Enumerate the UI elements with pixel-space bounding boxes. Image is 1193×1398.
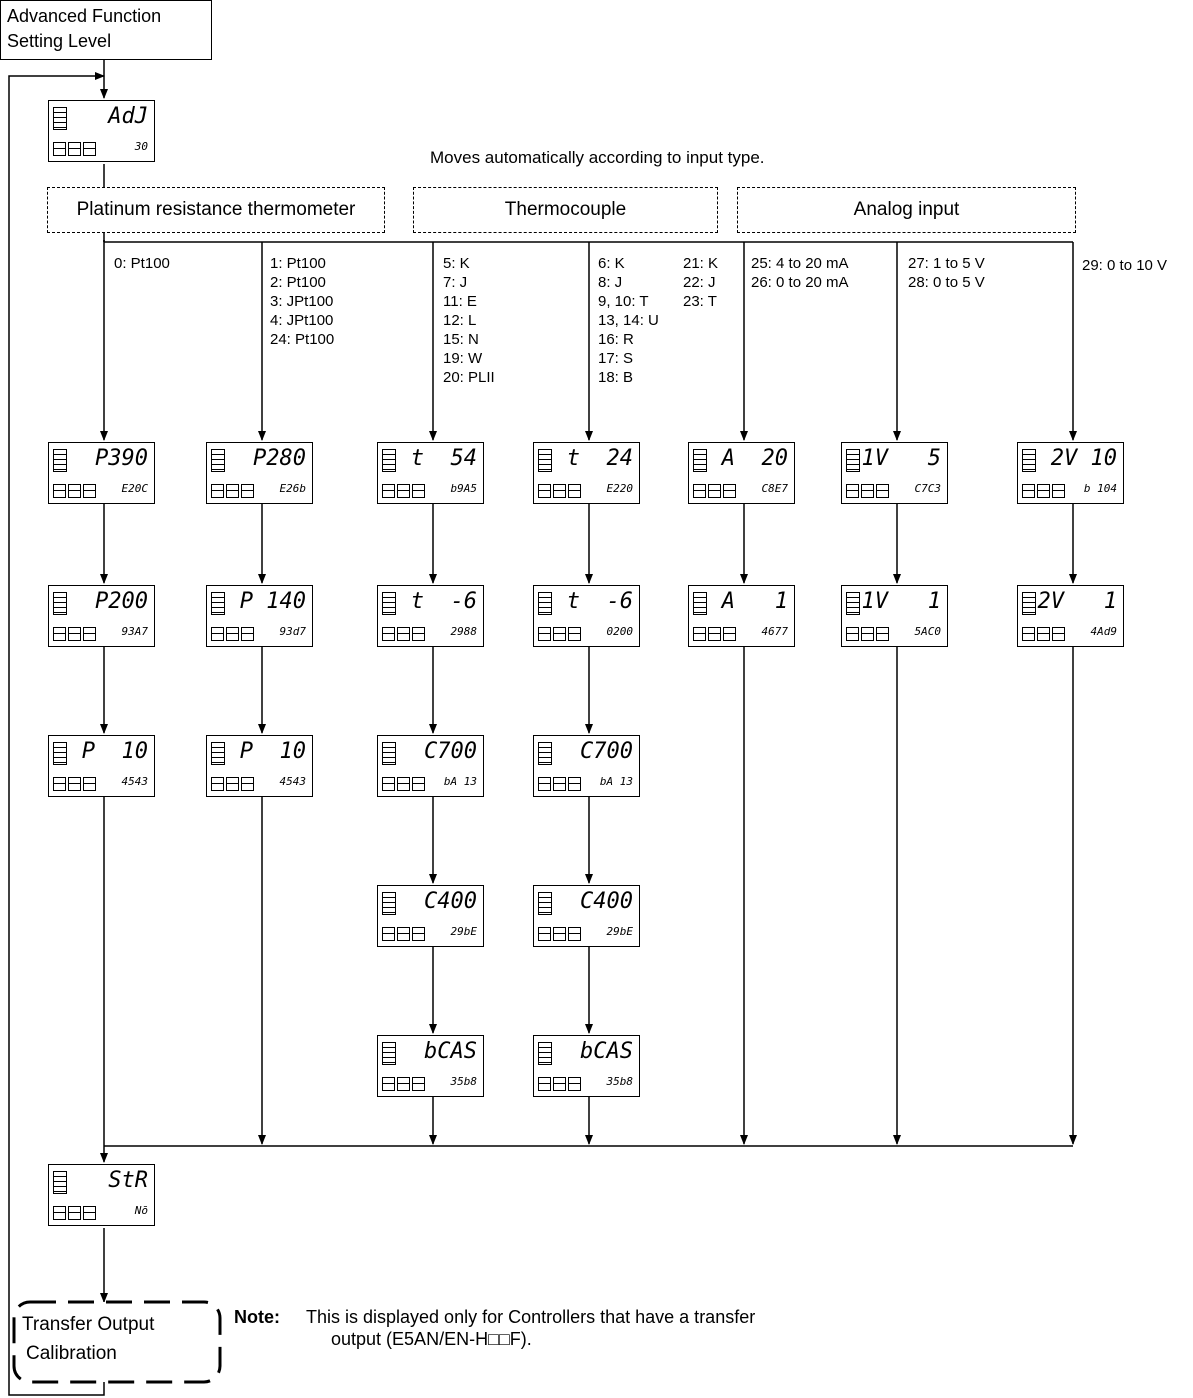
display-pv: StR: [108, 1168, 148, 1193]
display-sv: 5AC0: [914, 625, 941, 638]
display-c2-1: [206, 442, 313, 504]
display-c6-2: [841, 585, 948, 647]
indicator-icon: [382, 1042, 396, 1065]
display-c5-2: [688, 585, 795, 647]
display-sv: Nō: [134, 1204, 148, 1217]
key-icons: [538, 777, 584, 792]
display-c4-1: [533, 442, 640, 504]
input-types-col7: 29: 0 to 10 V: [1082, 257, 1168, 274]
indicator-icon: [538, 742, 552, 765]
indicator-icon: [211, 449, 225, 472]
display-sv: bA 13: [443, 775, 477, 788]
display-c3-3: [377, 735, 484, 797]
note-text: This is displayed only for Controllers that have a transfer output (E5AN/EN-H□□F).: [306, 1307, 756, 1349]
display-pv: P 140: [239, 589, 306, 614]
key-icons: [538, 627, 584, 642]
key-icons: [846, 627, 892, 642]
display-c1-1: [48, 442, 155, 504]
key-icons: [538, 1077, 584, 1092]
key-icons: [53, 142, 99, 157]
display-sv: 4543: [121, 775, 148, 788]
key-icons: [211, 627, 257, 642]
display-sv: C8E7: [761, 482, 788, 495]
display-pv: t 54: [410, 446, 477, 471]
indicator-icon: [538, 592, 552, 615]
display-c3-4: [377, 885, 484, 947]
display-pv: t -6: [566, 589, 633, 614]
display-pv: A 1: [721, 589, 788, 614]
display-pv: P 10: [239, 739, 306, 764]
display-sv: 35b8: [450, 1075, 477, 1088]
input-types-col1: 0: Pt100: [114, 255, 170, 272]
indicator-icon: [382, 892, 396, 915]
display-sv: E20C: [121, 482, 148, 495]
key-icons: [382, 1077, 428, 1092]
display-pv: bCAS: [424, 1039, 477, 1064]
indicator-icon: [53, 1171, 67, 1194]
display-sv: E26b: [279, 482, 306, 495]
key-icons: [53, 777, 99, 792]
group-thermocouple: Thermocouple: [413, 187, 718, 233]
indicator-icon: [538, 1042, 552, 1065]
display-sv: 2988: [450, 625, 477, 638]
display-pv: t -6: [410, 589, 477, 614]
display-sv: 30: [134, 140, 148, 153]
display-pv: 2V 10: [1050, 446, 1117, 471]
note-label: Note:: [234, 1307, 280, 1327]
indicator-icon: [538, 449, 552, 472]
display-pv: P 10: [81, 739, 148, 764]
display-sv: C7C3: [914, 482, 941, 495]
display-c7-2: [1017, 585, 1124, 647]
display-sv: 4677: [761, 625, 788, 638]
key-icons: [53, 627, 99, 642]
transfer-output-calibration: [14, 1302, 220, 1390]
advanced-function-level-box: [0, 0, 212, 60]
display-c4-2: [533, 585, 640, 647]
key-icons: [211, 484, 257, 499]
input-types-col4b: 21: K 22: J 23: T: [683, 255, 719, 310]
display-pv: P390: [95, 446, 148, 471]
auto-move-note: Moves automatically according to input type.: [430, 148, 765, 167]
display-pv: P200: [95, 589, 148, 614]
indicator-icon: [53, 449, 67, 472]
display-c5-1: [688, 442, 795, 504]
indicator-icon: [211, 742, 225, 765]
key-icons: [538, 484, 584, 499]
indicator-icon: [693, 449, 707, 472]
display-c2-3: [206, 735, 313, 797]
display-c7-1: [1017, 442, 1124, 504]
indicator-icon: [846, 449, 860, 472]
header-line2: Setting Level: [7, 31, 112, 51]
indicator-icon: [53, 592, 67, 615]
key-icons: [382, 627, 428, 642]
display-sv: E220: [606, 482, 633, 495]
input-types-col3: 5: K 7: J 11: E 12: L 15: N 19: W 20: PLII: [443, 255, 495, 386]
key-icons: [53, 484, 99, 499]
display-sv: 4Ad9: [1090, 625, 1117, 638]
indicator-icon: [53, 742, 67, 765]
key-icons: [382, 484, 428, 499]
key-icons: [382, 777, 428, 792]
group-platinum: Platinum resistance thermometer: [47, 187, 385, 233]
key-icons: [382, 927, 428, 942]
indicator-icon: [211, 592, 225, 615]
indicator-icon: [382, 742, 396, 765]
input-types-col6: 27: 1 to 5 V 28: 0 to 5 V: [908, 255, 985, 291]
display-pv: 1V 1: [861, 589, 941, 614]
display-sv: b 104: [1083, 482, 1117, 495]
display-c6-1: [841, 442, 948, 504]
display-pv: C400: [424, 889, 477, 914]
display-pv: C400: [580, 889, 633, 914]
display-c4-4: [533, 885, 640, 947]
indicator-icon: [1022, 449, 1036, 472]
display-pv: t 24: [566, 446, 633, 471]
display-pv: P280: [253, 446, 306, 471]
display-pv: C700: [580, 739, 633, 764]
key-icons: [211, 777, 257, 792]
input-types-col2: 1: Pt100 2: Pt100 3: JPt100 4: JPt100 24: Pt100: [270, 255, 335, 348]
display-pv: AdJ: [108, 104, 148, 129]
display-str: [48, 1164, 155, 1226]
key-icons: [53, 1206, 99, 1221]
display-sv: 35b8: [606, 1075, 633, 1088]
calibration-line2: Calibration: [26, 1343, 117, 1364]
key-icons: [538, 927, 584, 942]
calibration-line1: Transfer Output: [22, 1314, 155, 1335]
indicator-icon: [382, 592, 396, 615]
display-c4-5: [533, 1035, 640, 1097]
display-sv: 29bE: [450, 925, 477, 938]
header-line1: Advanced Function: [7, 6, 162, 26]
display-pv: 1V 5: [861, 446, 941, 471]
display-pv: 2V 1: [1037, 589, 1117, 614]
display-sv: bA 13: [599, 775, 633, 788]
display-c3-2: [377, 585, 484, 647]
display-adj: [48, 100, 155, 162]
indicator-icon: [382, 449, 396, 472]
display-pv: C700: [424, 739, 477, 764]
display-c2-2: [206, 585, 313, 647]
display-sv: 4543: [279, 775, 306, 788]
indicator-icon: [846, 592, 860, 615]
display-pv: bCAS: [580, 1039, 633, 1064]
display-sv: 93d7: [279, 625, 306, 638]
input-types-col4a: 6: K 8: J 9, 10: T 13, 14: U 16: R 17: S 18: B: [598, 255, 659, 386]
key-icons: [1022, 627, 1068, 642]
key-icons: [1022, 484, 1068, 499]
key-icons: [693, 484, 739, 499]
display-c1-3: [48, 735, 155, 797]
input-types-col5: 25: 4 to 20 mA 26: 0 to 20 mA: [751, 255, 849, 291]
display-c3-5: [377, 1035, 484, 1097]
key-icons: [693, 627, 739, 642]
display-c1-2: [48, 585, 155, 647]
indicator-icon: [1022, 592, 1036, 615]
display-pv: A 20: [721, 446, 788, 471]
indicator-icon: [538, 892, 552, 915]
display-sv: 93A7: [121, 625, 148, 638]
indicator-icon: [53, 107, 67, 130]
group-analog: Analog input: [737, 187, 1076, 233]
display-c4-3: [533, 735, 640, 797]
display-sv: 29bE: [606, 925, 633, 938]
display-sv: b9A5: [450, 482, 477, 495]
key-icons: [846, 484, 892, 499]
display-sv: 0200: [606, 625, 633, 638]
indicator-icon: [693, 592, 707, 615]
display-c3-1: [377, 442, 484, 504]
